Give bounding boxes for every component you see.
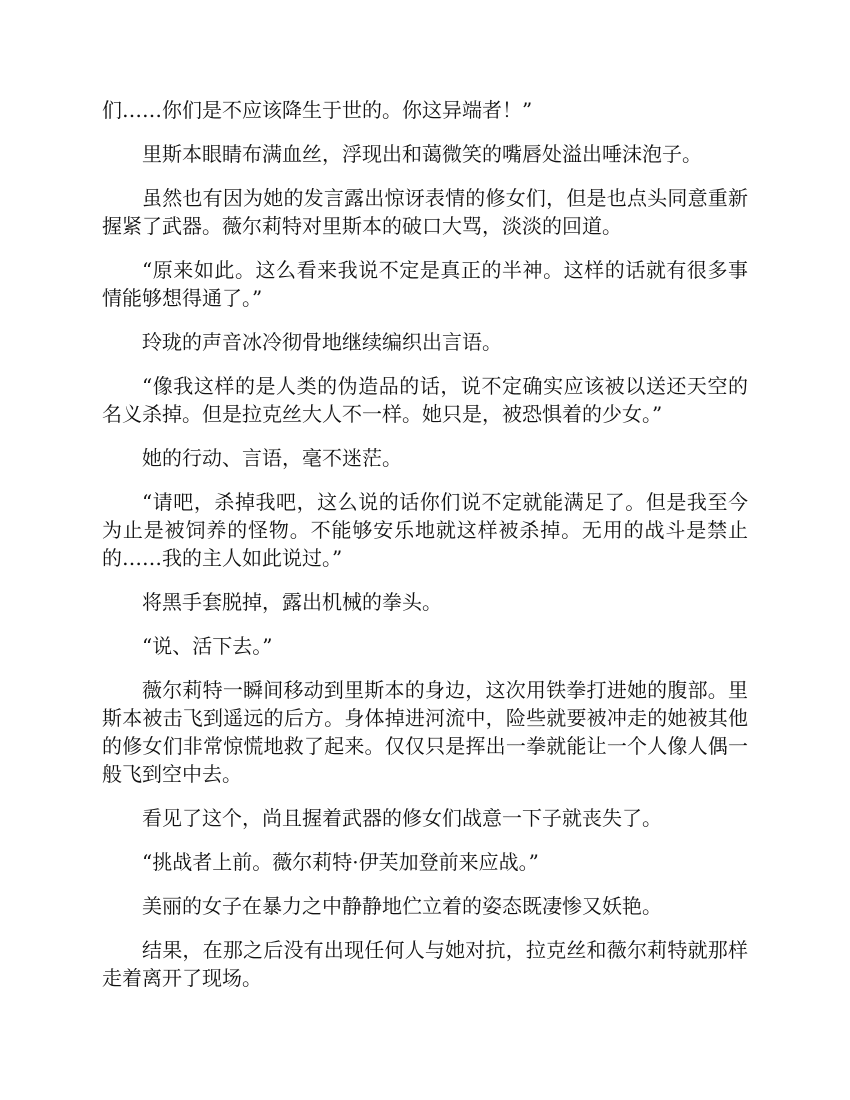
paragraph: 虽然也有因为她的发言露出惊讶表情的修女们，但是也点头同意重新握紧了武器。薇尔莉特对里斯本的破口大骂，淡淡的回道。	[102, 186, 748, 238]
paragraph: 她的行动、言语，毫不迷茫。	[142, 446, 402, 470]
paragraph: “像我这样的是人类的伪造品的话，说不定确实应该被以送还天空的名义杀掉。但是拉克丝大人不一样。她只是，被恐惧着的少女。”	[102, 374, 748, 426]
paragraph: 看见了这个，尚且握着武器的修女们战意一下子就丧失了。	[142, 806, 662, 830]
paragraph: 薇尔莉特一瞬间移动到里斯本的身边，这次用铁拳打进她的腹部。里斯本被击飞到遥远的后方。身体掉进河流中，险些就要被冲走的她被其他的修女们非常惊慌地救了起来。仅仅只是挥出一拳就能让一个人像人偶一般飞到空中去。	[102, 678, 748, 786]
paragraph: 玲珑的声音冰冷彻骨地继续编织出言语。	[142, 330, 502, 354]
paragraph: 美丽的女子在暴力之中静静地伫立着的姿态既凄惨又妖艳。	[142, 894, 662, 918]
paragraph: “请吧，杀掉我吧，这么说的话你们说不定就能满足了。但是我至今为止是被饲养的怪物。不能够安乐地就这样被杀掉。无用的战斗是禁止的……我的主人如此说过。”	[102, 490, 748, 570]
paragraph: 结果，在那之后没有出现任何人与她对抗，拉克丝和薇尔莉特就那样走着离开了现场。	[102, 938, 748, 990]
paragraph: “说、活下去。”	[142, 634, 273, 658]
paragraph: 们……你们是不应该降生于世的。你这异端者！”	[102, 98, 533, 122]
paragraph: 里斯本眼睛布满血丝，浮现出和蔼微笑的嘴唇处溢出唾沫泡子。	[142, 142, 702, 166]
paragraph: “挑战者上前。薇尔莉特·伊芙加登前来应战。”	[142, 850, 539, 874]
body-text	[102, 96, 748, 1008]
paragraph: 将黑手套脱掉，露出机械的拳头。	[142, 590, 442, 614]
paragraph: “原来如此。这么看来我说不定是真正的半神。这样的话就有很多事情能够想得通了。”	[102, 258, 748, 310]
